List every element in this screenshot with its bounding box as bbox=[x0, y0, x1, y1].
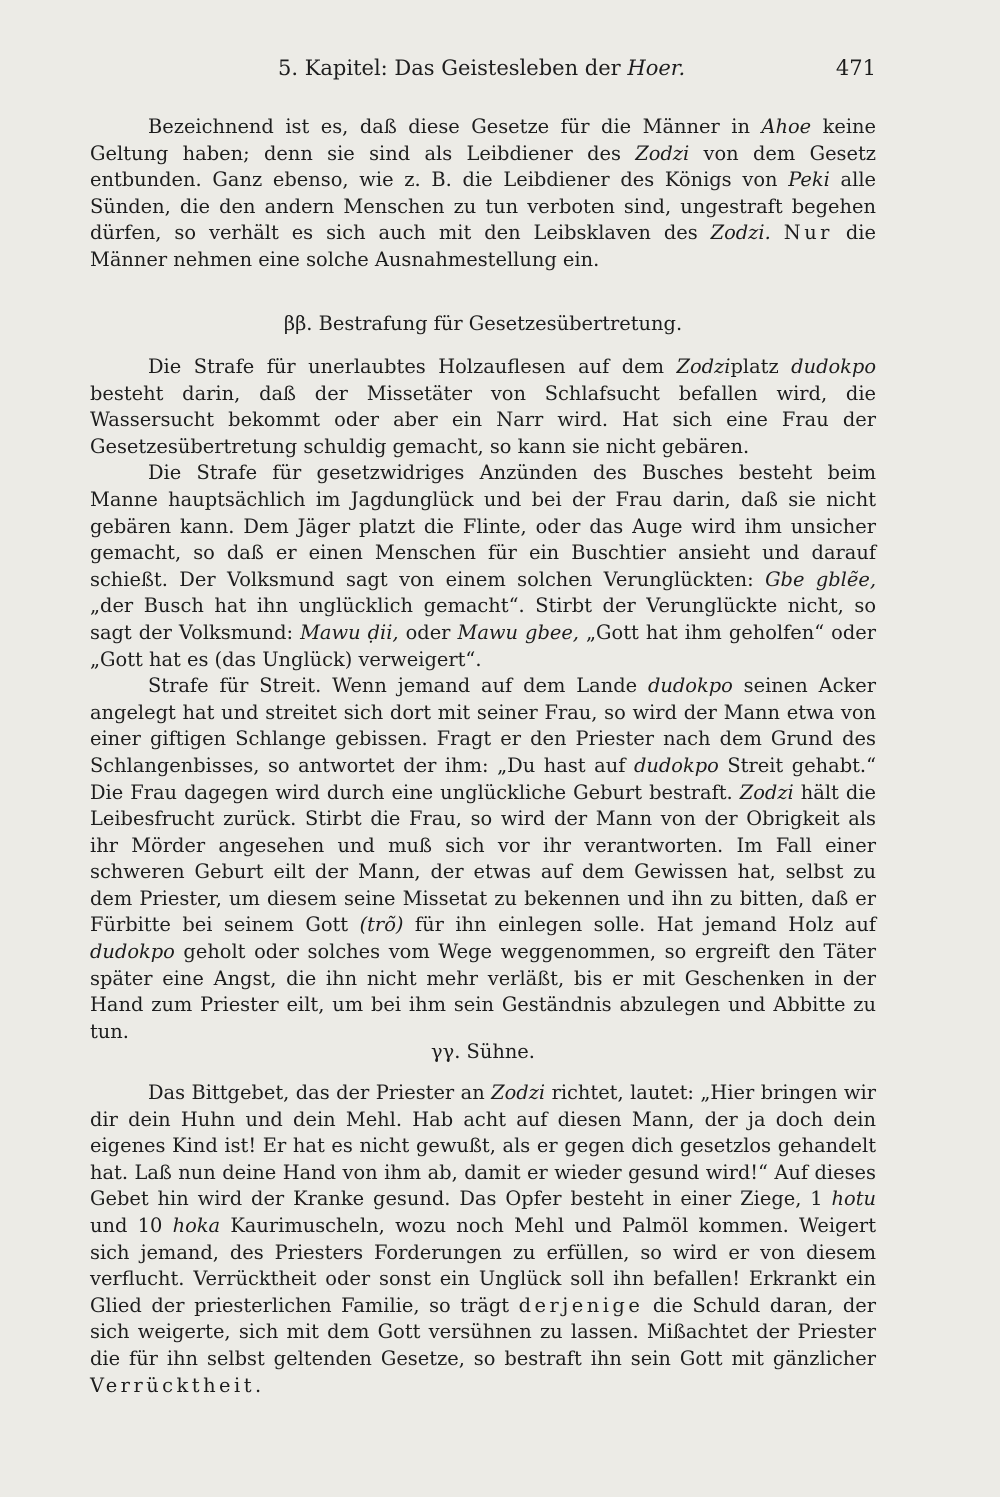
paragraph-prayer: Das Bittgebet, das der Priester an Zodzi richtet, lautet: „Hier bringen wir dir dein Huhn und dein Mehl. Hab acht auf diesen Mann, der ja doch dein eigenes Kind ist! Er hat es nicht gewußt, als er gegen dich gesetzlos gehandelt hat. Laß nun deine Hand von ihm ab, damit er wieder gesund wird!“ Auf dieses Gebet hin wird der Kranke gesund. Das Opfer besteht in einer Ziege, 1 hotu und 10 hoka Kaurimuscheln, wozu noch Mehl und Palmöl kommen. Weigert sich jemand, des Priesters Forderungen zu erfüllen, so wird er von diesem verflucht. Verrücktheit oder sonst ein Unglück soll ihn befallen! Erkrankt ein Glied der priesterlichen Familie, so trägt derjenige die Schuld daran, der sich weigerte, sich mit dem Gott versühnen zu lassen. Mißachtet der Priester die für ihn selbst geltenden Gesetze, so bestraft ihn sein Gott mit gänzlicher Verrücktheit. bbox=[90, 1081, 876, 1397]
section-body-punishment bbox=[90, 354, 876, 1045]
chapter-title: 5. Kapitel: Das Geistesleben der Hoer. bbox=[278, 56, 686, 80]
section-heading-atonement: γγ. Sühne. bbox=[431, 1040, 535, 1063]
page-number: 471 bbox=[835, 56, 876, 80]
paragraph-quarrel: Strafe für Streit. Wenn jemand auf dem Lande dudokpo seinen Acker angelegt hat und streitet sich dort mit seiner Frau, so wird der Mann etwa von einer giftigen Schlange gebissen. Fragt er den Priester nach dem Grund des Schlangenbisses, so antwortet der ihm: „Du hast auf dudokpo Streit gehabt.“ Die Frau dagegen wird durch eine unglückliche Geburt bestraft. Zodzi hält die Leibesfrucht zurück. Stirbt die Frau, so wird der Mann von der Obrigkeit als ihr Mörder angesehen und muß sich vor ihr verantworten. Im Fall einer schweren Geburt eilt der Mann, der etwas auf dem Gewissen hat, selbst zu dem Priester, um diesem seine Missetat zu bekennen und ihn zu bitten, daß er Fürbitte bei seinem Gott (trõ) für ihn einlegen solle. Hat jemand Holz auf dudokpo geholt oder solches vom Wege weggenommen, so ergreift den Täter später eine Angst, die ihn nicht mehr verläßt, bis er mit Geschenken in der Hand zum Priester eilt, um bei ihm sein Geständnis abzulegen und Abbitte zu tun. bbox=[90, 674, 877, 1043]
paragraph-wood-gathering: Die Strafe für unerlaubtes Holzauflesen auf dem Zodziplatz dudokpo besteht darin, daß der Missetäter von Schlafsucht befallen wird, die Wassersucht bekommt oder aber ein Narr wird. Hat sich eine Frau der Gesetzesübertretung schuldig gemacht, so kann sie nicht gebären. bbox=[90, 355, 876, 458]
paragraph-bush-burning: Die Strafe für gesetzwidriges Anzünden des Busches besteht beim Manne hauptsächlich im Jagdunglück und bei der Frau darin, daß sie nicht gebären kann. Dem Jäger platzt die Flinte, oder das Auge wird ihm unsicher gemacht, so daß er einen Menschen für ein Buschtier ansieht und darauf schießt. Der Volksmund sagt von einem solchen Verunglückten: Gbe gblẽe, „der Busch hat ihn unglücklich gemacht“. Stirbt der Verunglückte nicht, so sagt der Volksmund: Mawu ḍii, oder Mawu gbee, „Gott hat ihm geholfen“ oder „Gott hat es (das Unglück) verweigert“. bbox=[90, 461, 877, 671]
running-header bbox=[90, 56, 876, 90]
section-heading-punishment: ββ. Bestrafung für Gesetzesübertretung. bbox=[283, 312, 683, 335]
people-name: Hoer. bbox=[627, 56, 686, 80]
paragraph-exemption: Bezeichnend ist es, daß diese Gesetze für die Männer in Ahoe keine Geltung haben; denn sie sind als Leibdiener des Zodzi von dem Gesetz entbunden. Ganz ebenso, wie z. B. die Leibdiener des Königs von Peki alle Sünden, die den andern Menschen zu tun verboten sind, ungestraft begehen dürfen, so verhält es sich auch mit den Leibsklaven des Zodzi. Nur die Männer nehmen eine solche Ausnahmestellung ein. bbox=[90, 115, 876, 271]
